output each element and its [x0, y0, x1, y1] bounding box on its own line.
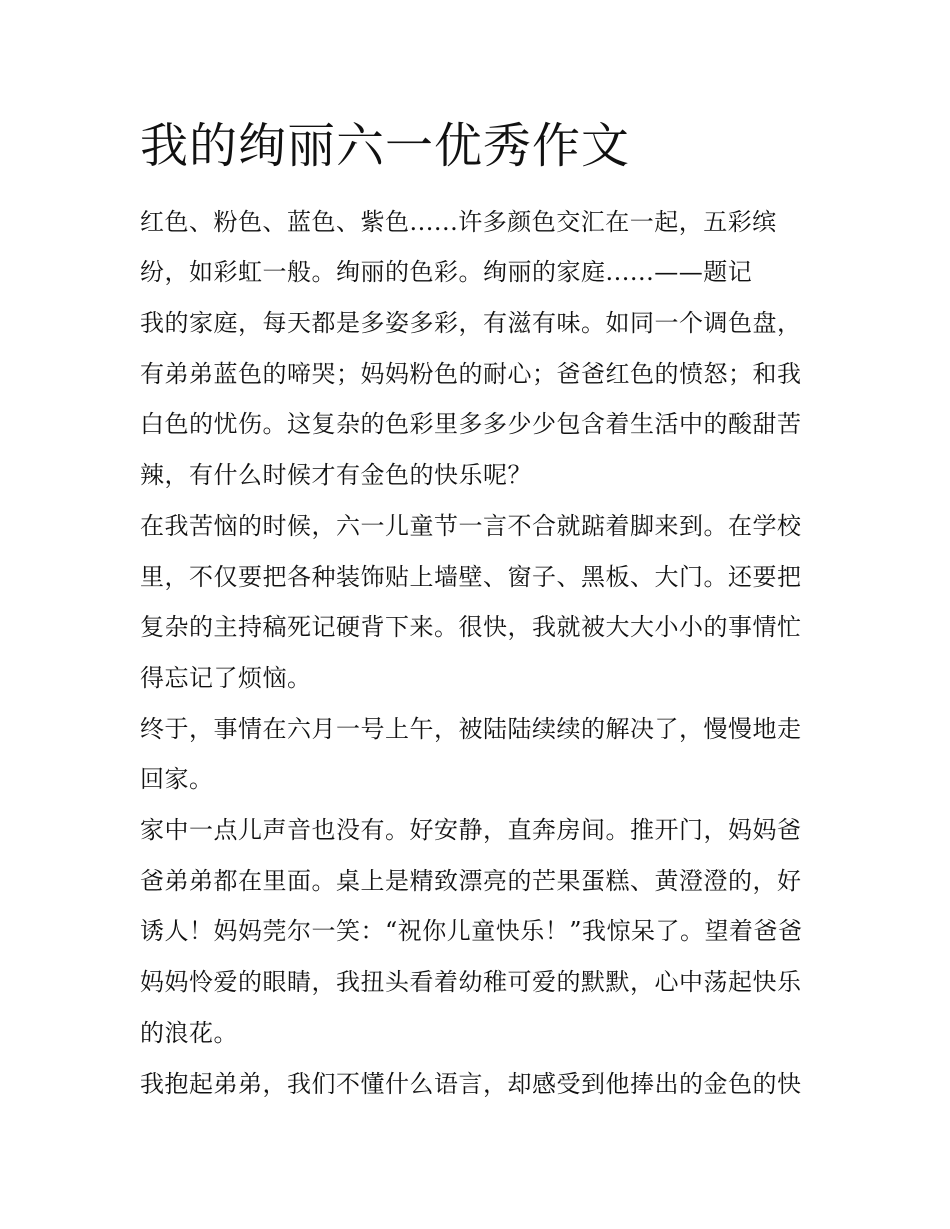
text-line: 纷，如彩虹一般。绚丽的色彩。绚丽的家庭......——题记 [140, 258, 753, 286]
text-line: 妈妈怜爱的眼睛，我扭头看着幼稚可爱的默默，心中荡起快乐 [140, 968, 802, 996]
text-line: 的浪花。 [140, 1019, 238, 1047]
text-line: 复杂的主持稿死记硬背下来。很快，我就被大大小小的事情忙 [140, 613, 802, 641]
text-line: 回家。 [140, 765, 214, 793]
text-line: 里，不仅要把各种装饰贴上墙壁、窗子、黑板、大门。还要把 [140, 563, 802, 591]
text-line: 辣，有什么时候才有金色的快乐呢？ [140, 461, 532, 489]
text-line: 我抱起弟弟，我们不懂什么语言，却感受到他捧出的金色的快 [140, 1070, 802, 1098]
document-title: 我的绚丽六一优秀作文 [140, 118, 631, 174]
text-line: 白色的忧伤。这复杂的色彩里多多少少包含着生活中的酸甜苦 [140, 410, 802, 438]
text-line: 家中一点儿声音也没有。好安静，直奔房间。推开门，妈妈爸 [140, 816, 802, 844]
text-line: 得忘记了烦恼。 [140, 664, 312, 692]
text-line: 爸弟弟都在里面。桌上是精致漂亮的芒果蛋糕、黄澄澄的，好 [140, 867, 802, 895]
text-line: 红色、粉色、蓝色、紫色......许多颜色交汇在一起，五彩缤 [140, 208, 777, 236]
text-line: 有弟弟蓝色的啼哭；妈妈粉色的耐心；爸爸红色的愤怒；和我 [140, 360, 802, 388]
text-line: 在我苦恼的时候，六一儿童节一言不合就踮着脚来到。在学校 [140, 512, 802, 540]
text-line: 终于，事情在六月一号上午，被陆陆续续的解决了，慢慢地走 [140, 715, 802, 743]
text-line: 诱人！妈妈莞尔一笑：“祝你儿童快乐！”我惊呆了。望着爸爸 [140, 917, 803, 945]
text-line: 我的家庭，每天都是多姿多彩，有滋有味。如同一个调色盘， [140, 309, 802, 337]
